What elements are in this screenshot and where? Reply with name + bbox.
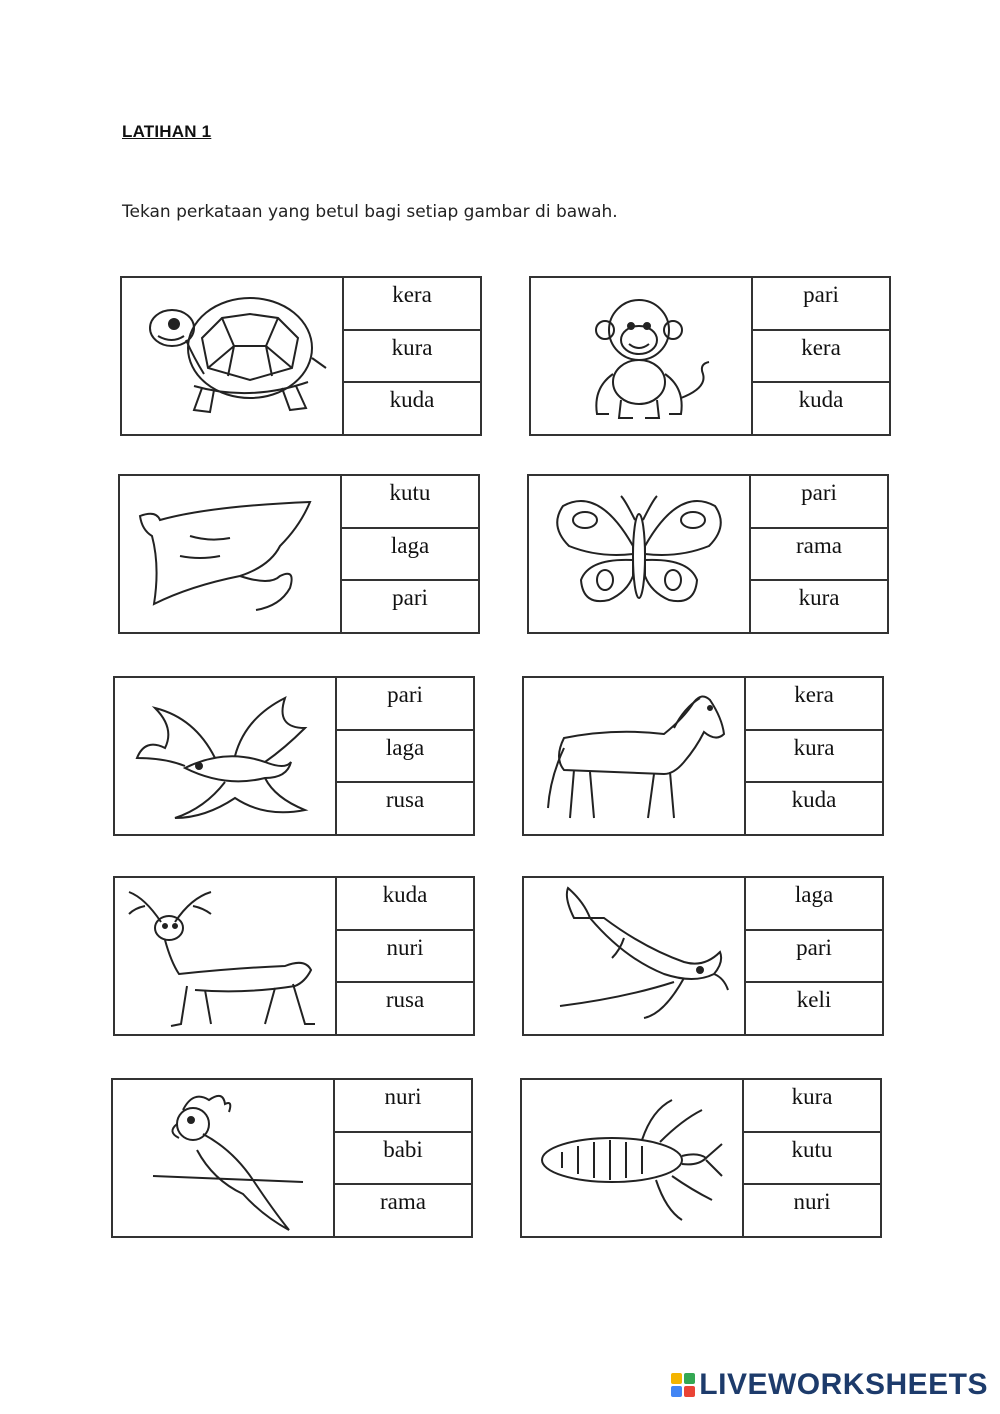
question-card-catfish [522,876,884,1036]
question-card-deer [113,876,475,1036]
betta-fish-icon [115,678,337,834]
question-card-horse [522,676,884,836]
answer-option[interactable]: nuri [335,1080,471,1133]
answer-option[interactable]: nuri [337,931,473,984]
logo-mark-icon [671,1373,695,1397]
parrot-icon [113,1080,335,1236]
answer-option[interactable]: pari [337,678,473,731]
turtle-icon [122,278,344,434]
answer-option[interactable]: kura [798,585,840,611]
question-card-butterfly [527,474,889,634]
answer-option[interactable]: kura [746,731,882,784]
answer-option[interactable]: rama [380,1189,426,1215]
question-card-turtle [120,276,482,436]
answer-option[interactable]: rusa [385,987,425,1013]
question-card-monkey [529,276,891,436]
catfish-icon [524,878,746,1034]
answer-option[interactable]: laga [746,878,882,931]
answer-option[interactable]: pari [753,278,889,331]
answer-option[interactable]: babi [335,1133,471,1186]
answer-option[interactable]: kutu [342,476,478,529]
logo-text: LIVEWORKSHEETS [699,1368,988,1401]
answer-option[interactable]: rama [751,529,887,582]
answer-option[interactable]: kuda [337,878,473,931]
logo-square [671,1386,682,1397]
answer-option[interactable]: kura [744,1080,880,1133]
answer-option[interactable]: rusa [385,787,425,813]
answer-option[interactable]: kuda [791,787,837,813]
answer-option[interactable]: kura [344,331,480,384]
logo-square [684,1373,695,1384]
answer-option[interactable]: kera [746,678,882,731]
logo-square [671,1373,682,1384]
instruction-text: Tekan perkataan yang betul bagi setiap gambar di bawah. [122,202,618,222]
answer-option[interactable]: keli [796,987,832,1013]
question-card-louse [520,1078,882,1238]
answer-option[interactable]: pari [746,931,882,984]
answer-option[interactable]: laga [342,529,478,582]
answer-option[interactable]: kera [344,278,480,331]
answer-option[interactable]: kutu [744,1133,880,1186]
logo-square [684,1386,695,1397]
question-card-stingray [118,474,480,634]
liveworksheets-logo [671,1368,988,1402]
horse-icon [524,678,746,834]
answer-option[interactable]: pari [751,476,887,529]
stingray-icon [120,476,342,632]
answer-option[interactable]: nuri [793,1189,831,1215]
answer-option[interactable]: laga [337,731,473,784]
question-card-parrot [111,1078,473,1238]
answer-option[interactable]: kuda [798,387,844,413]
answer-option[interactable]: pari [392,585,428,611]
answer-option[interactable]: kuda [389,387,435,413]
butterfly-icon [529,476,751,632]
answer-option[interactable]: kera [753,331,889,384]
question-card-betta-fish [113,676,475,836]
page-title: LATIHAN 1 [122,122,212,141]
deer-icon [115,878,337,1034]
monkey-icon [531,278,753,434]
louse-icon [522,1080,744,1236]
